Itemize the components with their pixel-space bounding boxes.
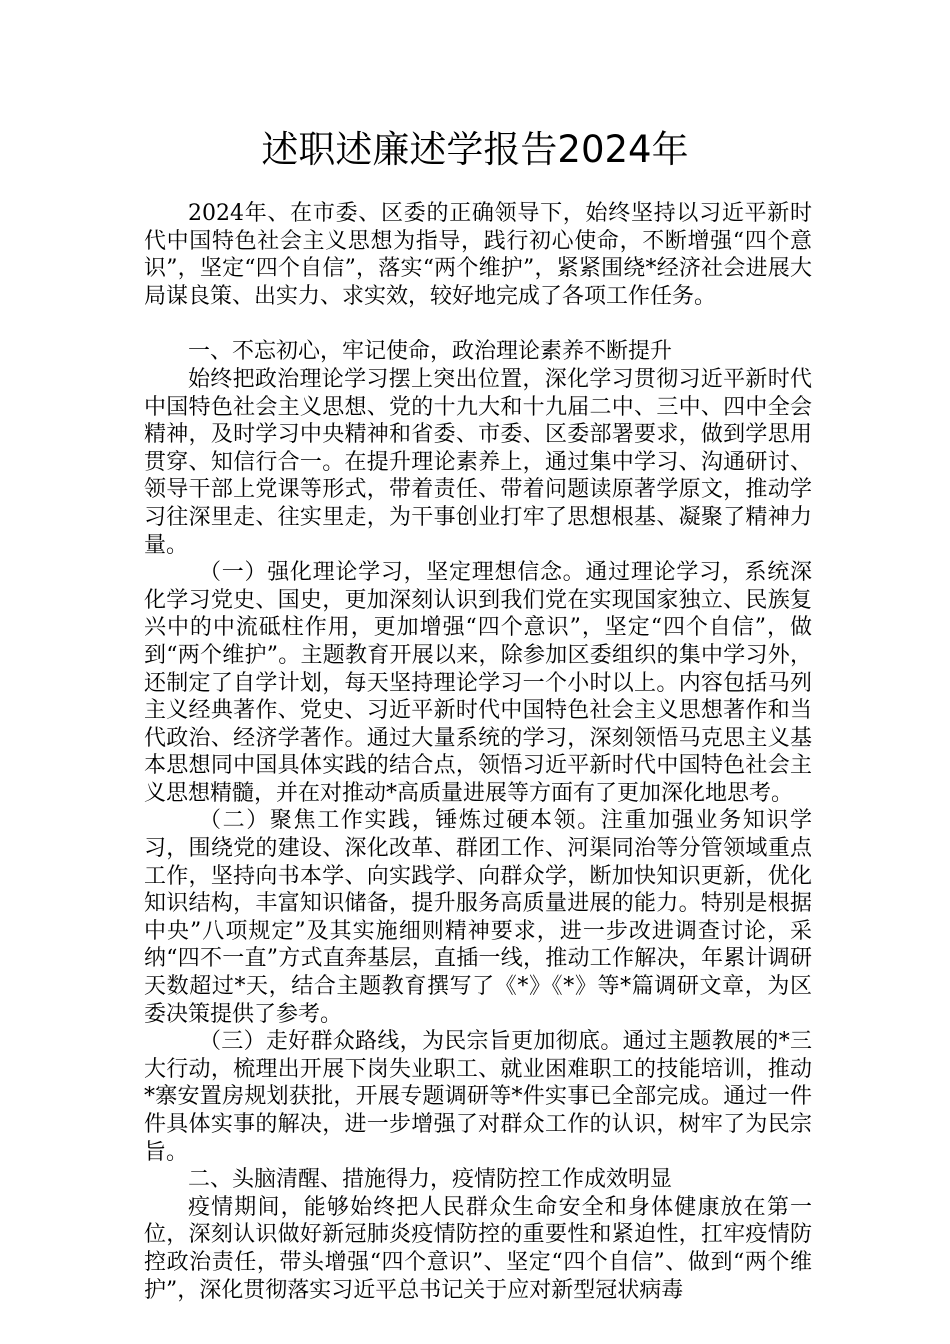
subsection-paragraph-3: （三）走好群众路线，为民宗旨更加彻底。通过主题教展的*三大行动，梳理出开展下岗失业职工、就业困难职工的技能培训，推动*寨安置房规划获批，开展专题调研等*件实事已全部完成。通过一件件具体实事的解决，进一步增强了对群众工作的认识，树牢了为民宗旨。 <box>144 1029 812 1165</box>
body-paragraph: 疫情期间，能够始终把人民群众生命安全和身体健康放在第一位，深刻认识做好新冠肺炎疫情防控的重要性和紧迫性，扛牢疫情防控政治责任，带头增强“四个意识”、坚定“四个自信”、做到“两个维护”，深化贯彻落实习近平总书记关于应对新型冠状病毒 <box>144 1194 812 1303</box>
subsection-paragraph-1: （一）强化理论学习，坚定理想信念。通过理论学习，系统深化学习党史、国史，更加深刻认识到我们党在实现国家独立、民族复兴中的中流砥柱作用，更加增强“四个意识”，坚定“四个自信”，做到“两个维护”。主题教育开展以来，除参加区委组织的集中学习外，还制定了自学计划，每天坚持理论学习一个小时以上。内容包括马列主义经典著作、党史、习近平新时代中国特色社会主义思想著作和当代政治、经济学著作。通过大量系统的学习，深刻领悟马克思主义基本思想同中国具体实践的结合点，领悟习近平新时代中国特色社会主义思想精髓，并在对推动*高质量进展等方面有了更加深化地思考。 <box>144 560 812 806</box>
subsection-paragraph-2: （二）聚焦工作实践，锤炼过硬本领。注重加强业务知识学习，围绕党的建设、深化改革、群团工作、河渠同治等分管领域重点工作，坚持向书本学、向实践学、向群众学，断加快知识更新，优化知识结构，丰富知识储备，提升服务高质量进展的能力。特别是根据中央”八项规定”及其实施细则精神要求，进一步改进调查讨论，采纳“四不一直”方式直奔基层，直插一线，推动工作解决，年累计调研天数超过*天，结合主题教育撰写了《*》《*》等*篇调研文章，为区委决策提供了参考。 <box>144 808 812 1027</box>
body-paragraph: 始终把政治理论学习摆上突出位置，深化学习贯彻习近平新时代中国特色社会主义思想、党的十九大和十九届二中、三中、四中全会精神，及时学习中央精神和省委、市委、区委部署要求，做到学思用贯穿、知信行合一。在提升理论素养上，通过集中学习、沟通研讨、领导干部上党课等形式，带着责任、带着问题读原著学原文，推动学习往深里走、往实里走，为干事创业打牢了思想根基、凝聚了精神力量。 <box>144 366 812 558</box>
document-body <box>144 200 812 1304</box>
intro-paragraph: 2024年、在市委、区委的正确领导下，始终坚持以习近平新时代中国特色社会主义思想为指导，践行初心使命，不断增强“四个意识”，坚定“四个自信”，落实“两个维护”，紧紧围绕*经济社会进展大局谋良策、出实力、求实效，较好地完成了各项工作任务。 <box>144 201 812 309</box>
paragraph-spacer <box>144 310 812 338</box>
document-title: 述职述廉述学报告2024年 <box>261 128 689 171</box>
section-heading-1: 一、不忘初心，牢记使命，政治理论素养不断提升 <box>188 339 673 365</box>
section-heading-2: 二、头脑清醒、措施得力，疫情防控工作成效明显 <box>188 1167 673 1193</box>
